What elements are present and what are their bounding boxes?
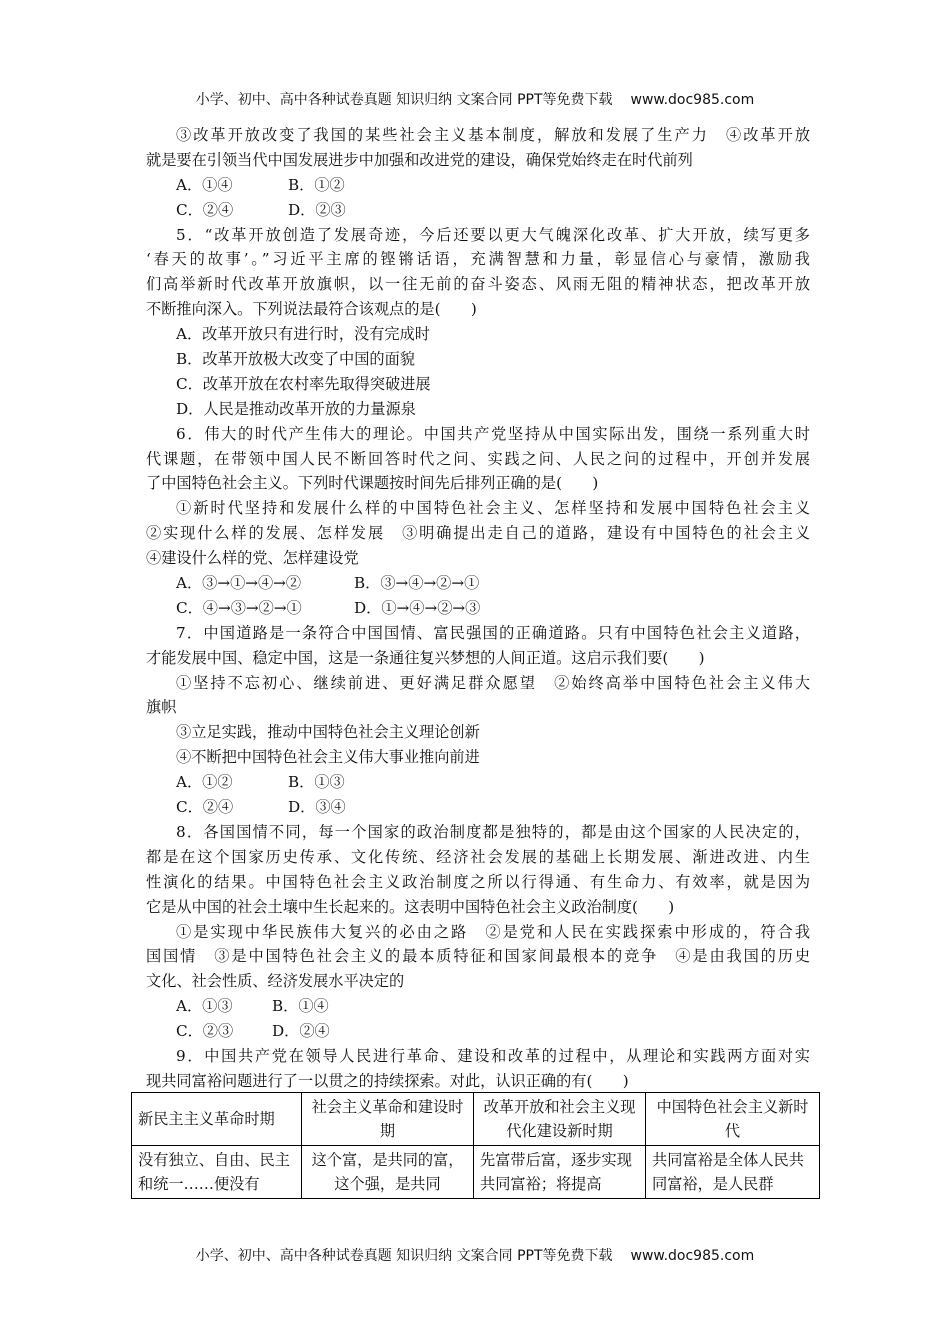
q7-option-a: A．①② <box>176 773 233 792</box>
table-header-cell: 中国特色社会主义新时代 <box>646 1093 820 1146</box>
q8-options-row1 <box>146 994 810 1019</box>
q5-stem-line4: 不断推向深入。下列说法最符合该观点的是( ) <box>146 300 477 319</box>
q4-statement-4: 就是要在引领当代中国发展进步中加强和改进党的建设，确保党始终走在时代前列 <box>146 150 693 169</box>
q7-statement-2-cont: 旗帜 <box>146 698 177 717</box>
q7-options-row1 <box>146 770 810 795</box>
q5-option-a: A．改革开放只有进行时，没有完成时 <box>176 325 430 344</box>
q5-stem-line1: 5．“改革开放创造了发展奇迹，今后还要以更大气魄深化改革、扩大开放，续写更多 <box>176 225 810 244</box>
q4-option-d: D．②③ <box>288 200 346 219</box>
q7-options-row2 <box>146 795 810 820</box>
q6-option-a: A．③→①→④→② <box>176 574 302 593</box>
q6-option-c: C．④→③→②→① <box>176 598 302 617</box>
q6-stem-line1: 6．伟大的时代产生伟大的理论。中国共产党坚持从中国实际出发，围绕一系列重大时 <box>176 424 810 443</box>
q6-statement-1: ①新时代坚持和发展什么样的中国特色社会主义、怎样坚持和发展中国特色社会主义 <box>176 499 810 518</box>
q8-option-c: C．②③ <box>176 1022 234 1041</box>
q7-statement-4: ④不断把中国特色社会主义伟大事业推向前进 <box>176 748 480 767</box>
q9-stem-line1: 9．中国共产党在领导人民进行革命、建设和改革的过程中，从理论和实践两方面对实 <box>176 1046 810 1065</box>
q9-table <box>131 1092 820 1199</box>
q5-option-b: B．改革开放极大改变了中国的面貌 <box>176 350 415 369</box>
q7-statement-1-2: ①坚持不忘初心、继续前进、更好满足群众愿望 ②始终高举中国特色社会主义伟大 <box>176 673 810 692</box>
q7-stem-line1: 7．中国道路是一条符合中国国情、富民强国的正确道路。只有中国特色社会主义道路， <box>176 623 810 642</box>
q6-options-row2 <box>146 596 810 621</box>
table-header-cell: 社会主义革命和建设时期 <box>302 1093 474 1146</box>
q8-statement-1-2: ①是实现中华民族伟大复兴的必由之路 ②是党和人民在实践探索中形成的，符合我 <box>176 922 810 941</box>
q7-statement-3: ③立足实践，推动中国特色社会主义理论创新 <box>176 723 480 742</box>
q8-option-d: D．②④ <box>272 1022 330 1041</box>
table-header-cell: 改革开放和社会主义现代化建设新时期 <box>474 1093 646 1146</box>
q4-option-c: C．②④ <box>176 200 234 219</box>
q6-stem-line3: 了中国特色社会主义。下列时代课题按时间先后排列正确的是( ) <box>146 474 599 493</box>
q4-option-a: A．①④ <box>176 175 233 194</box>
footer-url: www.doc985.com <box>630 1248 755 1264</box>
q8-option-a: A．①③ <box>176 997 233 1016</box>
q8-stem-line2: 都是在这个国家历史传承、文化传统、经济社会发展的基础上长期发展、渐进改进、内生 <box>146 847 810 866</box>
table-cell: 这个富，是共同的富，这个强，是共同 <box>302 1146 474 1199</box>
q5-stem-line2: ‘春天的故事’。”习近平主席的铿锵话语，充满智慧和力量，彰显信心与豪情，激励我 <box>146 250 810 269</box>
table-header-row <box>132 1093 820 1146</box>
page-header <box>0 89 950 109</box>
table-cell: 共同富裕是全体人民共同富裕，是人民群 <box>646 1146 820 1199</box>
q4-options-row1 <box>146 173 810 198</box>
header-url: www.doc985.com <box>630 92 755 108</box>
q9-stem-line2: 现共同富裕问题进行了一以贯之的持续探索。对此，认识正确的有( ) <box>146 1071 629 1090</box>
q8-stem-line3: 性演化的结果。中国特色社会主义政治制度之所以行得通、有生命力、有效率，就是因为 <box>146 872 810 891</box>
q6-option-b: B．③→④→②→① <box>354 574 480 593</box>
q4-options-row2 <box>146 198 810 223</box>
q8-options-row2 <box>146 1019 810 1044</box>
q8-statement-4-cont: 文化、社会性质、经济发展水平决定的 <box>146 972 405 991</box>
q8-stem-line1: 8．各国国情不同，每一个国家的政治制度都是独特的，都是由这个国家的人民决定的， <box>176 822 810 841</box>
q6-stem-line2: 代课题，在带领中国人民不断回答时代之问、实践之问、人民之问的过程中，开创并发展 <box>146 449 810 468</box>
q7-option-d: D．③④ <box>288 798 346 817</box>
footer-text: 小学、初中、高中各种试卷真题 知识归纳 文案合同 PPT等免费下载 <box>195 1248 613 1264</box>
q8-stem-line4: 它是从中国的社会土壤中生长起来的。这表明中国特色社会主义政治制度( ) <box>146 897 675 916</box>
table-row <box>132 1146 820 1199</box>
table-cell: 先富带后富，逐步实现共同富裕；将提高 <box>474 1146 646 1199</box>
q6-statement-2-3: ②实现什么样的发展、怎样发展 ③明确提出走自己的道路，建设有中国特色的社会主义 <box>146 524 810 543</box>
q5-stem-line3: 们高举新时代改革开放旗帜，以一往无前的奋斗姿态、风雨无阻的精神状态，把改革开放 <box>146 275 810 294</box>
page-footer <box>0 1245 950 1265</box>
q4-option-b: B．①② <box>288 175 345 194</box>
q6-option-d: D．①→④→②→③ <box>354 598 481 617</box>
q8-statement-2-4: 国国情 ③是中国特色社会主义的最本质特征和国家间最根本的竞争 ④是由我国的历史 <box>146 947 810 966</box>
q8-option-b: B．①④ <box>272 997 329 1016</box>
q7-option-b: B．①③ <box>288 773 345 792</box>
q6-options-row1 <box>146 571 810 596</box>
question-content <box>146 123 810 1094</box>
table-header-cell: 新民主主义革命时期 <box>132 1093 302 1146</box>
table-cell: 没有独立、自由、民主和统一……便没有 <box>132 1146 302 1199</box>
q7-stem-line2: 才能发展中国、稳定中国，这是一条通往复兴梦想的人间正道。这启示我们要( ) <box>146 648 705 667</box>
q5-option-c: C．改革开放在农村率先取得突破进展 <box>176 374 431 393</box>
q6-statement-4: ④建设什么样的党、怎样建设党 <box>146 549 359 568</box>
q5-option-d: D．人民是推动改革开放的力量源泉 <box>176 399 416 418</box>
q7-option-c: C．②④ <box>176 798 234 817</box>
header-text: 小学、初中、高中各种试卷真题 知识归纳 文案合同 PPT等免费下载 <box>195 92 613 108</box>
q4-statement-3: ③改革开放改变了我国的某些社会主义基本制度，解放和发展了生产力 ④改革开放 <box>176 126 810 144</box>
